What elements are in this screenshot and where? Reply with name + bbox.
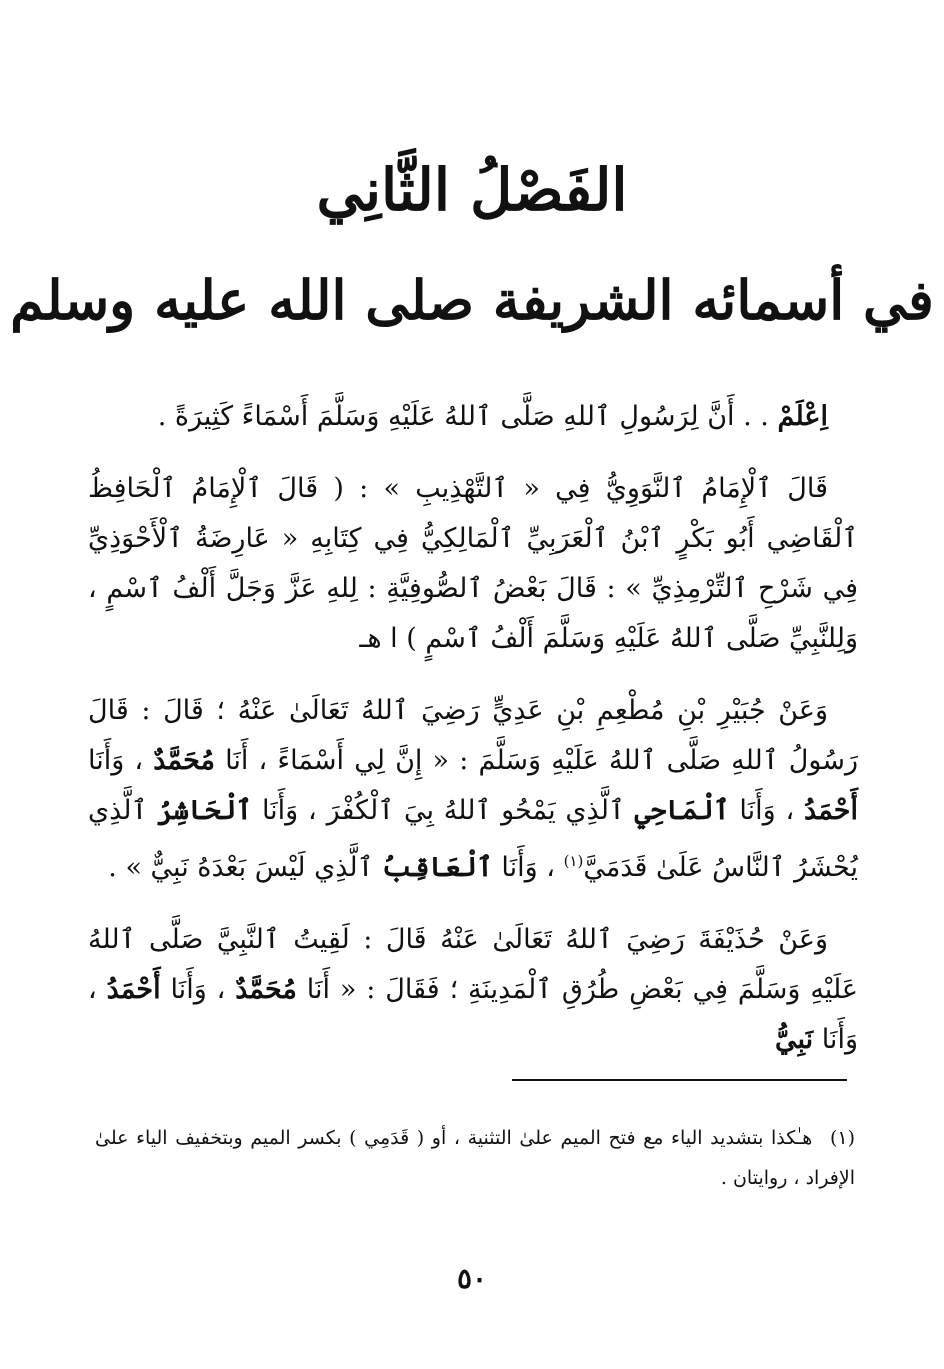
paragraph-text: ٱلَّذِي يَمْحُو ٱللهُ بِيَ ٱلْكُفْرَ ، وَأَنَا bbox=[252, 795, 635, 826]
name-ahmad: أَحْمَدُ bbox=[804, 795, 858, 826]
footnote-reference: (١) bbox=[563, 852, 584, 870]
paragraph-text: ، وَأَنَا bbox=[88, 745, 154, 776]
paragraph-text: ، وَأَنَا bbox=[729, 795, 805, 826]
paragraph-2 bbox=[88, 464, 858, 664]
paragraph-text: ٱلَّذِي يُحْشَرُ ٱلنَّاسُ عَلَىٰ قَدَمَيَّ bbox=[88, 795, 858, 883]
paragraph-text: ، وَأَنَا bbox=[88, 974, 858, 1055]
name-al-hashir: ٱلْحَاشِرُ bbox=[157, 795, 253, 826]
paragraph-text: ، وَأَنَا bbox=[160, 974, 236, 1005]
body-text bbox=[88, 392, 858, 1087]
name-ahmad: أَحْمَدُ bbox=[106, 974, 161, 1005]
name-muhammad: مُحَمَّدٌ bbox=[153, 745, 215, 776]
paragraph-lead: اِعْلَمْ bbox=[777, 401, 828, 432]
paragraph-text: وَعَنْ حُذَيْفَةَ رَضِيَ ٱللهُ تَعَالَىٰ عَنْهُ قَالَ : لَقِيتُ ٱلنَّبِيَّ صَلَّى ٱللهُ عَلَيْهِ وَسَلَّمَ فِي بَعْضِ طُرُقِ ٱلْمَدِينَةِ ؛ فَقَالَ : « أَنَا bbox=[88, 924, 858, 1005]
paragraph-4 bbox=[88, 915, 858, 1065]
name-muhammad: مُحَمَّدٌ bbox=[235, 974, 297, 1005]
paragraph-text: ٱلَّذِي لَيْسَ بَعْدَهُ نَبِيٌّ » . bbox=[108, 852, 383, 883]
paragraph-text: قَالَ ٱلْإِمَامُ ٱلنَّوَوِيُّ فِي « ٱلتَّهْذِيبِ » : ( قَالَ ٱلْإِمَامُ ٱلْحَافِظُ ٱلْقَاضِي أَبُو بَكْرٍ ٱبْنُ ٱلْعَرَبِيِّ ٱلْمَالِكِيُّ فِي كِتَابِهِ « عَارِضَةُ ٱلْأَحْوَذِيِّ فِي شَرْحِ ٱلتِّرْمِذِيِّ » : قَالَ بَعْضُ ٱلصُّوفِيَّةِ : لِلهِ عَزَّ وَجَلَّ أَلْفُ ٱسْمٍ ، وَلِلنَّبِيِّ صَلَّى ٱللهُ عَلَيْهِ وَسَلَّمَ أَلْفُ ٱسْمٍ ) ا هـ bbox=[88, 473, 858, 654]
name-al-mahi: ٱلْمَاحِي bbox=[634, 795, 730, 826]
page-number: ٥٠ bbox=[456, 1262, 488, 1295]
paragraph-1 bbox=[88, 392, 858, 442]
footnote-text: هـٰكذا بتشديد الياء مع فتح الميم علىٰ التثنية ، أو ( قَدَمِي ) بكسر الميم وبتخفيف الياء علىٰ الإفراد ، روايتان . bbox=[95, 1127, 855, 1189]
paragraph-text: . . أَنَّ لِرَسُولِ ٱللهِ صَلَّى ٱللهُ عَلَيْهِ وَسَلَّمَ أَسْمَاءً كَثِيرَةً . bbox=[157, 401, 778, 432]
name-al-aqib: ٱلْعَاقِبُ bbox=[382, 852, 493, 883]
paragraph-text: وَعَنْ جُبَيْرِ بْنِ مُطْعِمِ بْنِ عَدِيٍّ رَضِيَ ٱللهُ تَعَالَىٰ عَنْهُ ؛ قَالَ : قَالَ رَسُولُ ٱللهِ صَلَّى ٱللهُ عَلَيْهِ وَسَلَّمَ : « إِنَّ لِي أَسْمَاءً ، أَنَا bbox=[88, 695, 858, 776]
footnote-divider bbox=[512, 1079, 847, 1081]
paragraph-text: ، وَأَنَا bbox=[492, 852, 564, 883]
paragraph-3 bbox=[88, 686, 858, 893]
name-nabi: نَبِيُّ bbox=[774, 1024, 814, 1055]
footnote bbox=[95, 1118, 855, 1198]
chapter-title: الفَصْلُ الثَّانِي bbox=[316, 156, 628, 224]
footnote-number: (١) bbox=[829, 1127, 855, 1149]
chapter-subtitle: في أسمائه الشريفة صلى الله عليه وسلم bbox=[10, 268, 934, 332]
